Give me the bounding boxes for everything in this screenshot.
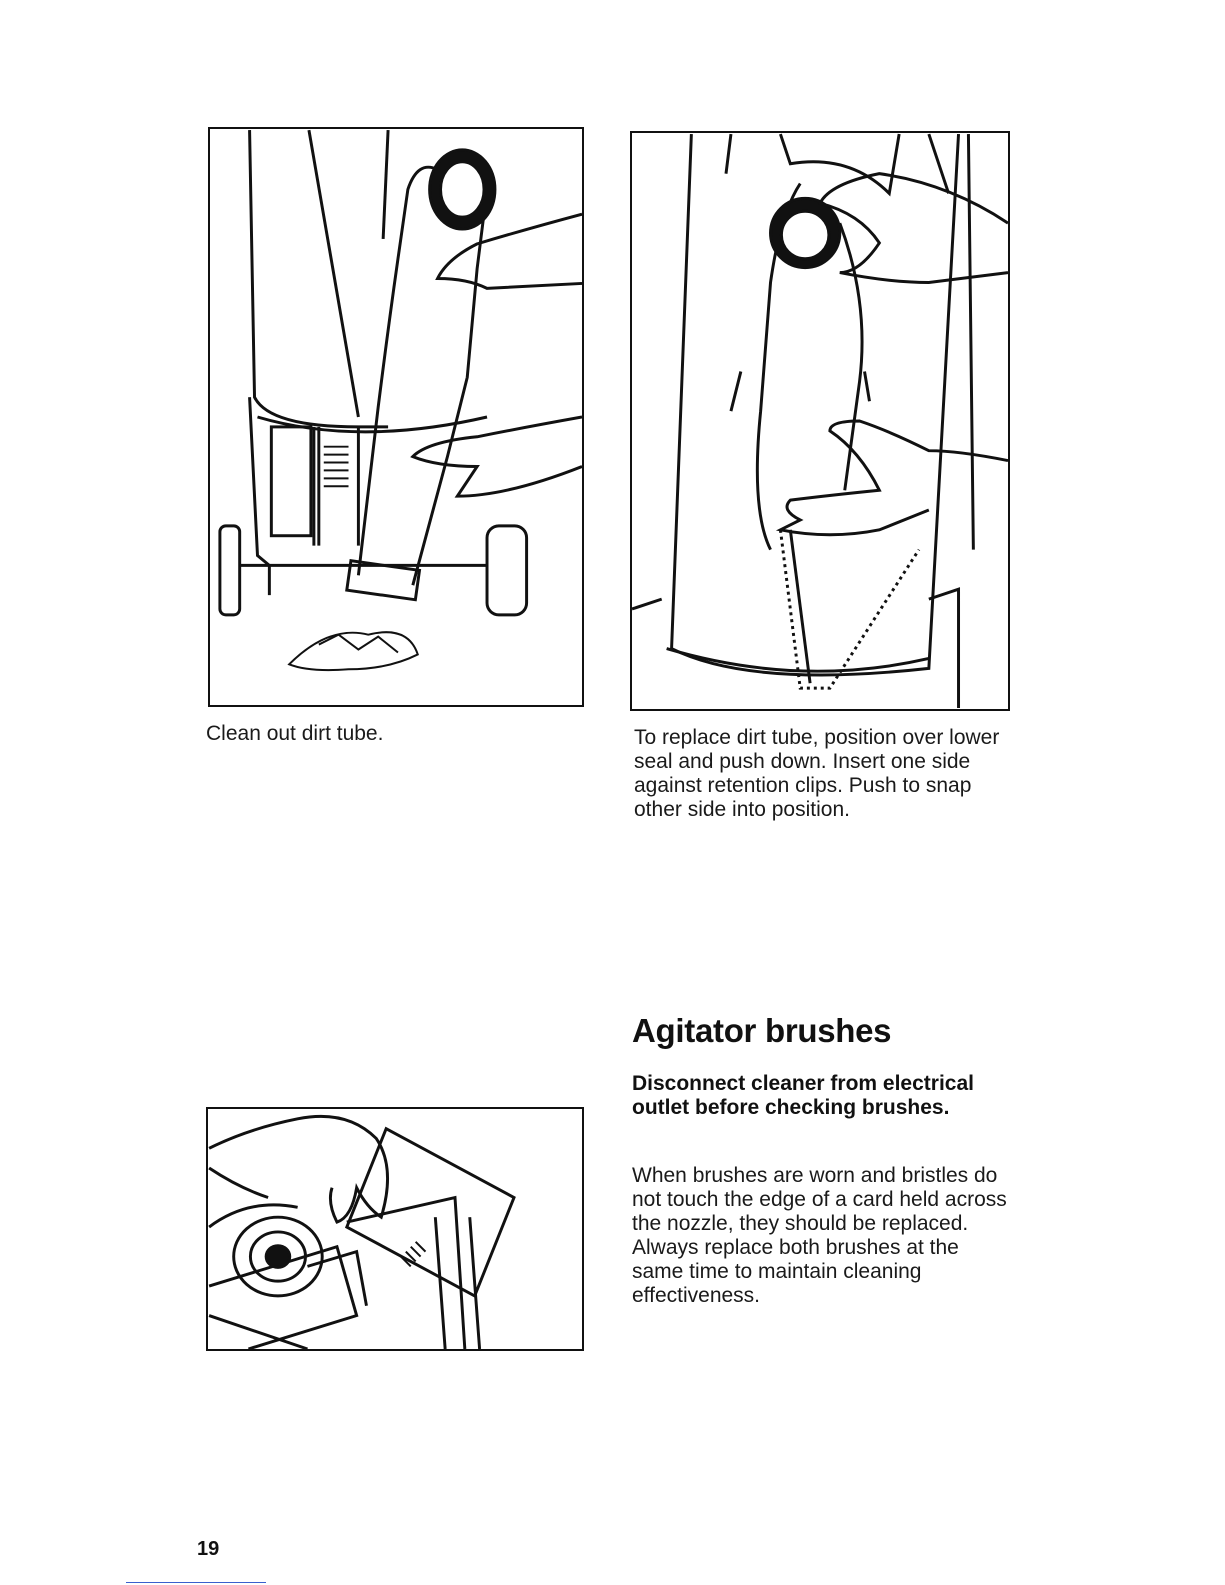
bottom-divider	[126, 1582, 266, 1583]
section-body: When brushes are worn and bristles do not touch the edge of a card held across the nozzle, they should be replaced. Always replace both brushes at the same time to maintain cleaning effectiveness.	[632, 1164, 1007, 1307]
agitator-check-drawing	[208, 1109, 582, 1349]
dirt-tube-removal-illustration	[208, 127, 584, 707]
dirt-tube-replacement-illustration	[630, 131, 1010, 711]
dirt-tube-replacement-caption: To replace dirt tube, position over lower seal and push down. Insert one side against retention clips. Push to snap other side into position.	[634, 726, 1000, 821]
agitator-check-illustration	[206, 1107, 584, 1351]
section-heading: Agitator brushes	[632, 1012, 892, 1049]
page-number: 19	[197, 1538, 220, 1560]
dirt-tube-removal-drawing	[210, 129, 582, 705]
safety-warning: Disconnect cleaner from electrical outlet before checking brushes.	[632, 1072, 974, 1119]
dirt-tube-removal-caption: Clean out dirt tube.	[206, 722, 384, 745]
dirt-tube-replacement-drawing	[632, 133, 1008, 709]
